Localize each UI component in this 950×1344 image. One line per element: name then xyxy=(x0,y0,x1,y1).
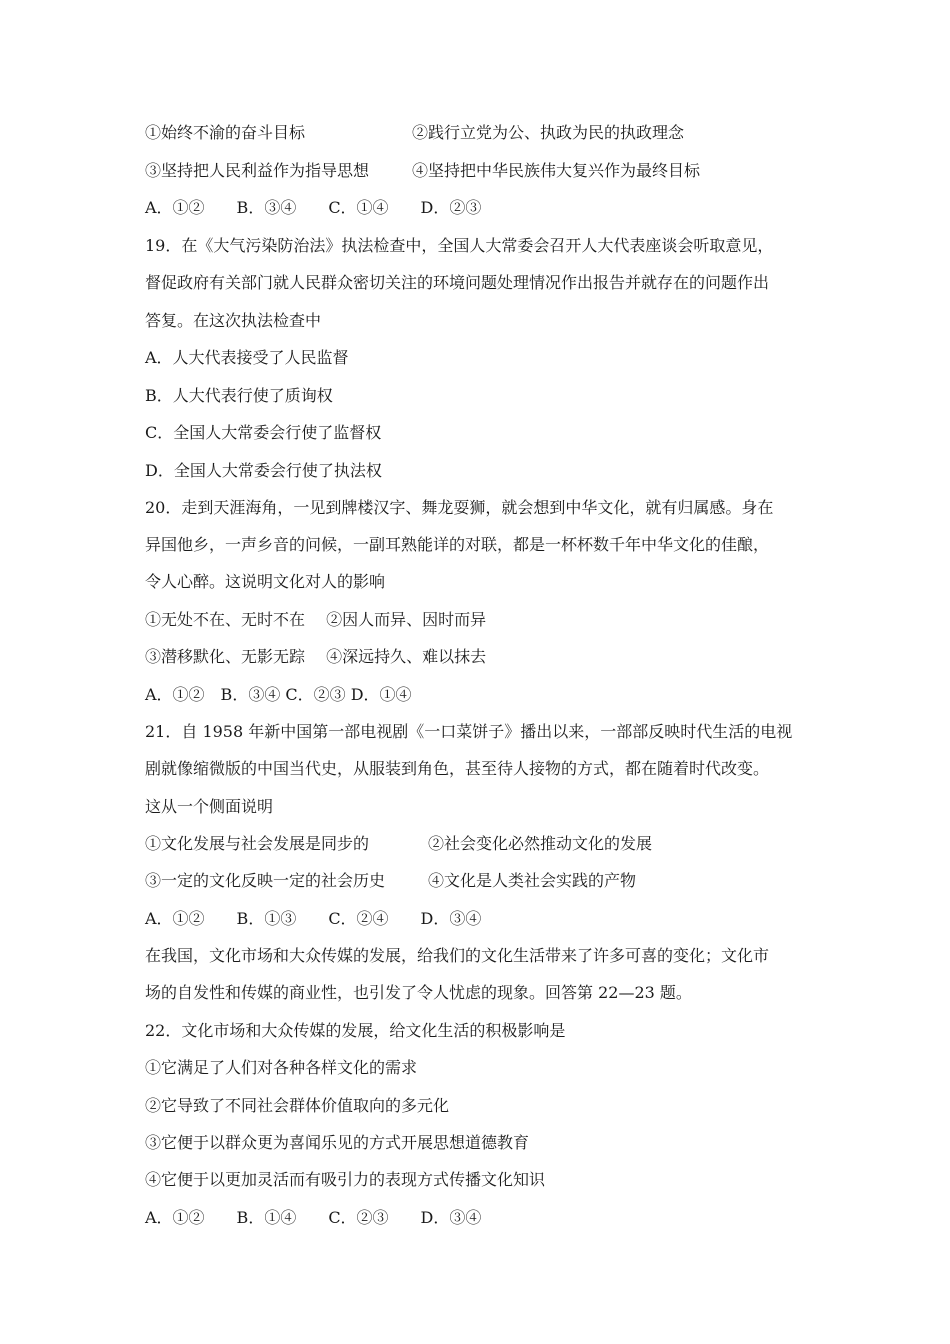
q18-choices: A．①② B．③④ C．①④ D．②③ xyxy=(145,198,482,217)
q19-choice-b: B．人大代表行使了质询权 xyxy=(145,386,333,405)
q19-stem-line-3: 答复。在这次执法检查中 xyxy=(145,311,322,330)
q18-option-4: ④坚持把中华民族伟大复兴作为最终目标 xyxy=(412,161,701,180)
q22-choices: A．①② B．①④ C．②③ D．③④ xyxy=(145,1208,482,1227)
q19-choice-c: C．全国人大常委会行使了监督权 xyxy=(145,423,382,442)
q21-option-4: ④文化是人类社会实践的产物 xyxy=(428,871,637,890)
q22-stem: 22．文化市场和大众传媒的发展，给文化生活的积极影响是 xyxy=(145,1021,566,1040)
q18-option-2: ②践行立党为公、执政为民的执政理念 xyxy=(412,123,685,142)
q19-stem-line-1: 19．在《大气污染防治法》执法检查中，全国人大常委会召开人大代表座谈会听取意见， xyxy=(145,236,774,255)
q20-stem-line-3: 令人心醉。这说明文化对人的影响 xyxy=(145,572,386,591)
q19-choice-d: D．全国人大常委会行使了执法权 xyxy=(145,461,382,480)
q22-option-4: ④它便于以更加灵活而有吸引力的表现方式传播文化知识 xyxy=(145,1170,546,1189)
q21-stem-line-2: 剧就像缩微版的中国当代史，从服装到角色，甚至待人接物的方式，都在随着时代改变。 xyxy=(145,759,770,778)
q22-option-1: ①它满足了人们对各种各样文化的需求 xyxy=(145,1058,418,1077)
q18-option-3: ③坚持把人民利益作为指导思想 xyxy=(145,161,370,180)
q21-stem-line-3: 这从一个侧面说明 xyxy=(145,797,274,816)
q20-stem-line-1: 20．走到天涯海角，一见到牌楼汉字、舞龙耍狮，就会想到中华文化，就有归属感。身在 xyxy=(145,498,774,517)
passage-intro-line-1: 在我国，文化市场和大众传媒的发展，给我们的文化生活带来了许多可喜的变化；文化市 xyxy=(145,946,770,965)
q20-choices: A．①② B．③④ C．②③ D．①④ xyxy=(145,685,412,704)
q21-stem-line-1: 21．自 1958 年新中国第一部电视剧《一口菜饼子》播出以来，一部部反映时代生活的电视 xyxy=(145,722,793,741)
q20-stem-line-2: 异国他乡，一声乡音的问候，一副耳熟能详的对联，都是一杯杯数千年中华文化的佳酿， xyxy=(145,535,770,554)
q20-options-3-4: ③潜移默化、无影无踪 ④深远持久、难以抹去 xyxy=(145,647,487,666)
q22-option-2: ②它导致了不同社会群体价值取向的多元化 xyxy=(145,1096,450,1115)
q19-choice-a: A．人大代表接受了人民监督 xyxy=(145,348,349,367)
q21-option-2: ②社会变化必然推动文化的发展 xyxy=(428,834,653,853)
q22-option-3: ③它便于以群众更为喜闻乐见的方式开展思想道德教育 xyxy=(145,1133,530,1152)
q21-choices: A．①② B．①③ C．②④ D．③④ xyxy=(145,909,482,928)
passage-intro-line-2: 场的自发性和传媒的商业性，也引发了令人忧虑的现象。回答第 22—23 题。 xyxy=(145,983,692,1002)
q21-option-1: ①文化发展与社会发展是同步的 xyxy=(145,834,370,853)
q18-option-1: ①始终不渝的奋斗目标 xyxy=(145,123,306,142)
q20-options-1-2: ①无处不在、无时不在 ②因人而异、因时而异 xyxy=(145,610,487,629)
q19-stem-line-2: 督促政府有关部门就人民群众密切关注的环境问题处理情况作出报告并就存在的问题作出 xyxy=(145,273,770,292)
q21-option-3: ③一定的文化反映一定的社会历史 xyxy=(145,871,386,890)
